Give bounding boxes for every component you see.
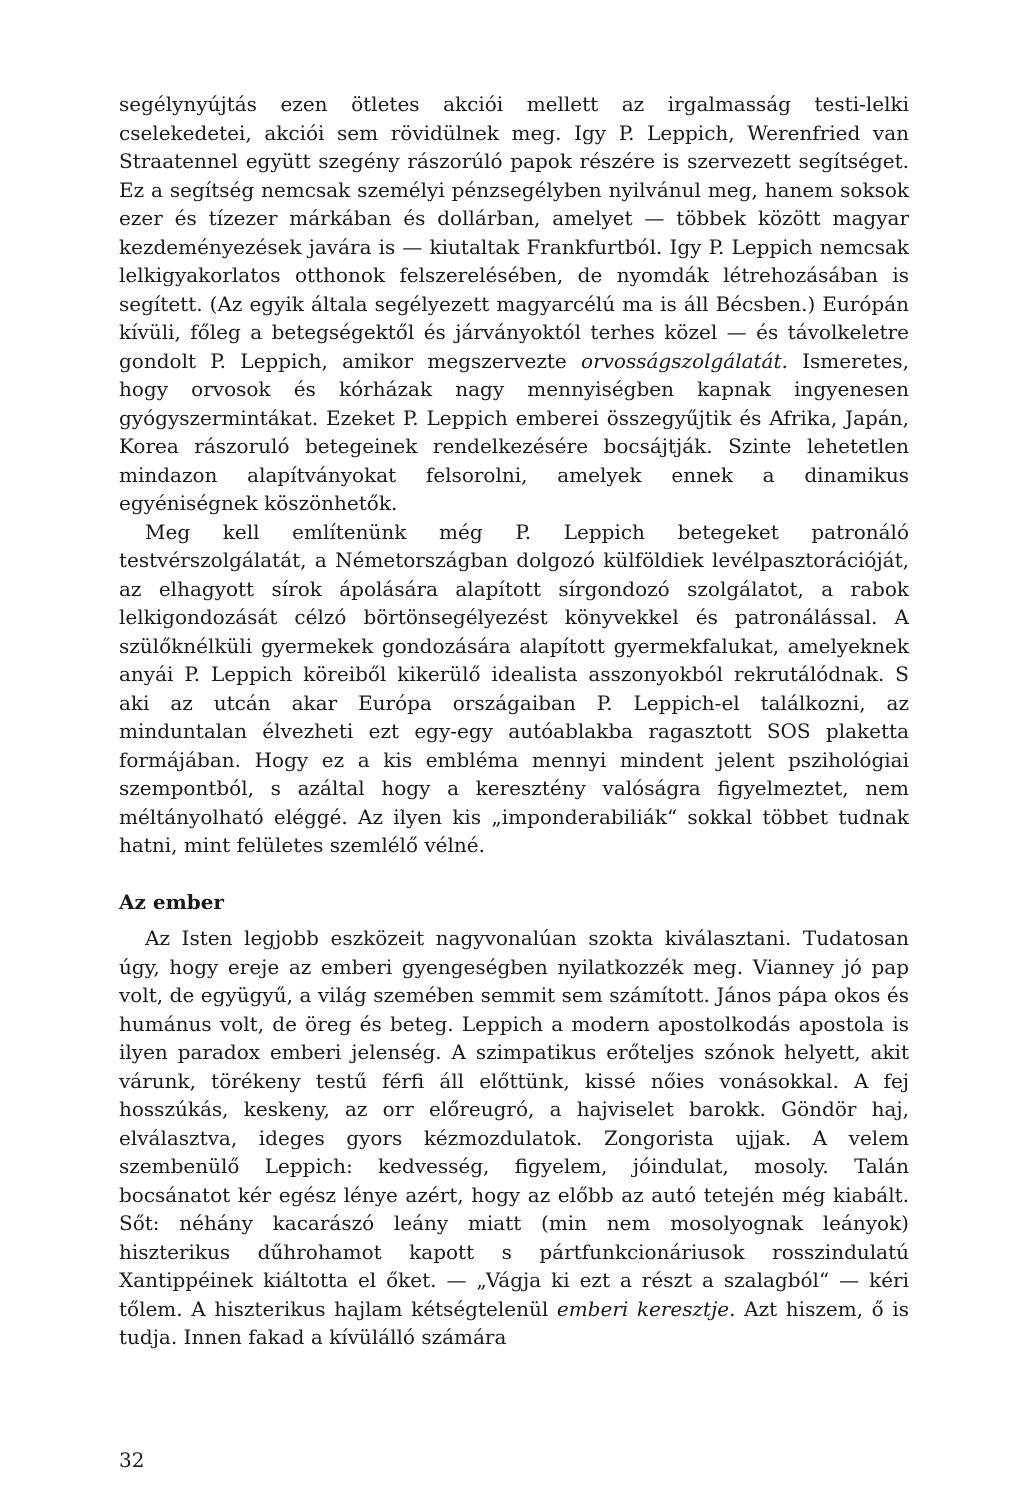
paragraph-1 [119, 90, 909, 518]
paragraph-3-text-a: Az Isten legjobb eszközeit nagyvonalúan szokta kiválasztani. Tudatosan úgy, hogy ereje az emberi gyengeségben nyilatkozzék meg. Vianney jó pap volt, de együgyű, a világ szemében semmit sem számított. János pápa okos és humánus volt, de öreg és beteg. Leppich a modern apostolkodás apostola is ilyen paradox emberi jelenség. A szimpatikus erőteljes szónok helyett, akit várunk, törékeny testű férfi áll előttünk, kissé nőies vonásokkal. A fej hosszúkás, keskeny, az orr előreugró, a hajviselet barokk. Göndör haj, elválasztva, ideges gyors kézmozdulatok. Zongorista ujjak. A velem szembenülő Leppich: kedvesség, figyelem, jóindulat, mosoly. Talán bocsánatot kér egész lénye azért, hogy az előbb az autó tetején még kiabált. Sőt: néhány kacarászó leány miatt (min nem mosolyognak leányok) hiszterikus dűhrohamot kapott s pártfunkcionáriusok rosszindulatú Xantippéinek kiáltotta el őket. — „Vágja ki ezt a részt a szalagból“ — kéri tőlem. A hiszterikus hajlam kétségtelenül [119, 926, 909, 1321]
paragraph-1-text-b: Ismeretes, hogy orvosok és kórházak nagy mennyiségben kapnak ingyenesen gyógyszermintákat. Ezeket P. Leppich emberei összegyűjtik és Afrika, Japán, Korea rászoruló betegeinek rendelkezésére bocsájtják. Szinte lehetetlen mindazon alapítványokat felsorolni, amelyek ennek a dinamikus egyéniségnek köszönhetők. [119, 348, 909, 515]
page-body [119, 90, 909, 1352]
paragraph-1-text-a: segélynyújtás ezen ötletes akciói mellett az irgalmasság testi-lelki cselekedetei, akciói sem rövidülnek meg. Igy P. Leppich, Werenfried van Straatennel együtt szegény rászorúló papok részére is szervezett segítséget. Ez a segítség nemcsak személyi pénzsegélyben nyilvánul meg, hanem soksok ezer és tízezer márkában és dollárban, amelyet — többek között magyar kezdeményezések javára is — kiutaltak Frankfurtból. Igy P. Leppich nemcsak lelkigyakorlatos otthonok felszerelésében, de nyomdák létrehozásában is segített. (Az egyik általa segélyezett magyarcélú ma is áll Bécsben.) Európán kívüli, főleg a betegségektől és járványoktól terhes közel — és távolkeletre gondolt P. Leppich, amikor megszervezte [119, 92, 909, 373]
paragraph-3-italic: emberi keresztje. [556, 1296, 736, 1321]
section-heading: Az ember [119, 889, 224, 914]
page-number: 32 [119, 1448, 145, 1472]
paragraph-2: Meg kell említenünk még P. Leppich betegeket patronáló testvérszolgálatát, a Németországban dolgozó külföldiek levélpasztorációját, az elhagyott sírok ápolására alapított sírgondozó szolgálatot, a rabok lelkigondozását célzó börtönsegélyezést könyvekkel és patronálással. A szülőknélküli gyermekek gondozására alapított gyermekfalukat, amelyeknek anyái P. Leppich köreiből kikerülő idealista asszonyokból rekrutálódnak. S aki az utcán akar Európa országaiban P. Leppich-el találkozni, az minduntalan élvezheti ezt egy-egy autóablakba ragasztott SOS plaketta formájában. Hogy ez a kis embléma mennyi mindent jelent pszihológiai szempontból, s azáltal hogy a keresztény valóságra figyelmeztet, nem méltányolható eléggé. Az ilyen kis „imponderabiliák“ sokkal többet tudnak hatni, mint felületes szemlélő vélné. [119, 519, 909, 857]
paragraph-1-italic: orvosságszolgálatát. [581, 348, 788, 373]
paragraph-3 [119, 924, 909, 1352]
paragraph-3-text-b: Azt hiszem, ő is tudja. Innen fakad a kívülálló számára [119, 1296, 909, 1349]
